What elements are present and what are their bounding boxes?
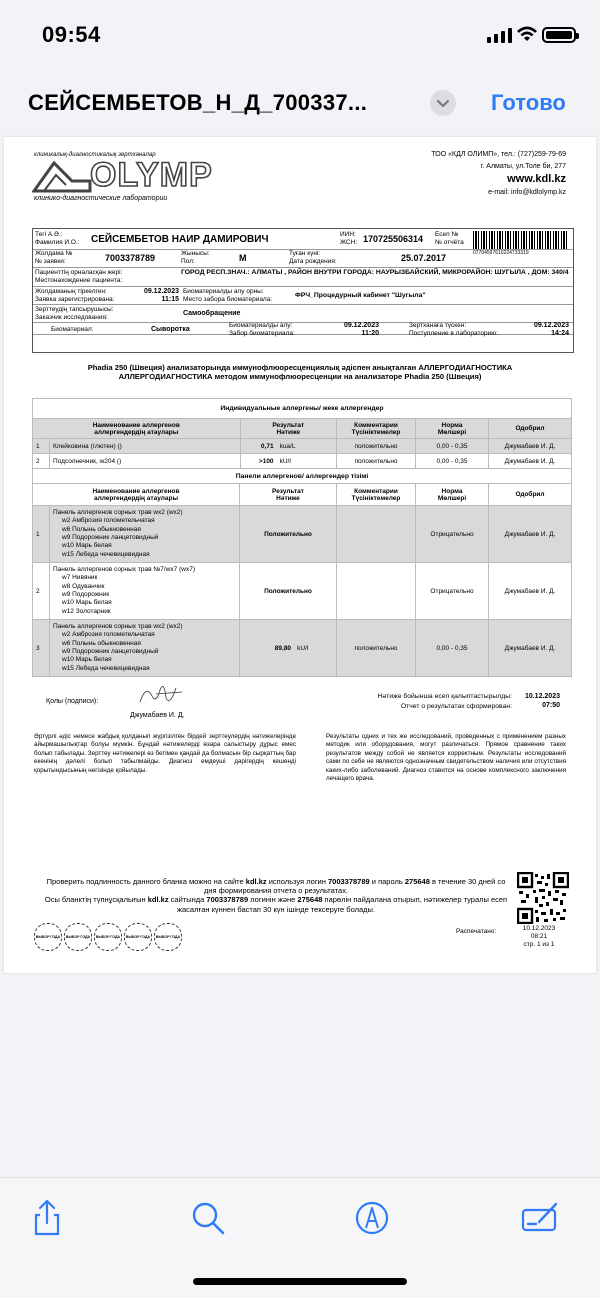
order-label: Жолдама № № заявки: [35, 250, 73, 265]
printed-label: Распечатано: [456, 928, 497, 935]
home-indicator [193, 1278, 407, 1285]
formed-datetime: 10.12.2023 07:50 [524, 693, 560, 709]
table-row: 3 Панель аллергенов сорных трав wx2 (wx2) w2 Амброзия голометельчатая w6 Полынь обыкновенная w9 Подорожник ланцетовидный w10 Марь белая w15 Лебеда чечевицевидная 89,80 kU/l положительно 0,00 - 0,35 Джумабаев И. Д. [33, 620, 572, 677]
patient-info-grid [32, 228, 574, 353]
signature-button[interactable] [520, 1198, 560, 1238]
registered-datetime: 09.12.2023 11:15 [143, 288, 179, 303]
location-label: Пациенттің орналасқан жері: Местонахождение пациента: [35, 269, 123, 284]
biomaterial-label: Биоматериал: [51, 326, 94, 333]
printed-datetime: 10.12.2023 08:21 стр. 1 из 1 [522, 925, 556, 948]
method-title: Phadia 250 (Швеция) анализаторында иммунофлюоресценциялық әдіспен анықталған АЛЛЕРГОДИАГНОСТИКА АЛЛЕРГОДИАГНОСТИКА методом иммунофлюоресценции на анализаторе Phadia 250 (Швеция) [87, 363, 513, 381]
search-icon [188, 1198, 228, 1238]
collection-place: ФРЧ_Процедурный кабинет "Шугыла" [295, 292, 426, 299]
status-bar [0, 0, 600, 70]
signer-name: Джумабаев И. Д. [130, 712, 185, 719]
cellular-signal-icon [487, 28, 512, 43]
company-block [431, 151, 566, 197]
table-header-row: Наименование аллергенов аллергендердің атаулары Результат Нәтиже Комментарии Түсініктемелер Норма Мөлшері Одобрил [33, 419, 572, 439]
individual-header: Индивидуальные аллергены/ жеке аллергендер [33, 399, 572, 419]
registered-label: Жолдаманың тіркелген: Заявка зарегистрирована: [35, 288, 115, 303]
sex-label: Жынысы: Пол: [181, 250, 210, 265]
document-page [4, 137, 596, 973]
customer-label: Зерттеудің тапсырушысы: Заказчик исследования: [35, 306, 114, 321]
document-title[interactable]: СЕЙСЕМБЕТОВ_Н_Д_700337... [28, 90, 368, 115]
collected-datetime: 09.12.2023 11:20 [343, 322, 379, 337]
table-header-row: Наименование аллергенов аллергендердің атаулары Результат Нәтиже Комментарии Түсініктемелер Норма Мөлшері Одобрил [33, 484, 572, 506]
received-label: Зертханаға түскен: Поступление в лабораторию: [409, 322, 498, 337]
markup-icon [352, 1198, 392, 1238]
patient-iin: 170725506314 [363, 234, 424, 244]
markup-button[interactable] [352, 1198, 392, 1238]
award-badge-icon: ВЫБОР ГОДА [34, 923, 62, 951]
place-label: Биоматериалды алу орны: Место забора биоматериала: [183, 288, 273, 303]
award-badge-icon: ВЫБОР ГОДА [64, 923, 92, 951]
company-email: e-mail: info@kdlolymp.kz [488, 189, 566, 196]
wifi-icon [516, 25, 538, 43]
patient-location: ГОРОД РЕСП.ЗНАЧ.: АЛМАТЫ , РАЙОН ВНУТРИ ГОРОДА: НАУРЫЗБАЙСКИЙ, МИКРОРАЙОН: ШУГЫЛА , ДОМ: 340/4 [181, 269, 569, 276]
barcode-text: 07704597610224733319 [473, 250, 529, 256]
patient-sex: М [239, 253, 247, 263]
panels-table [32, 468, 572, 677]
table-row: 1 Панель аллергенов сорных трав wx2 (wx2) w2 Амброзия голометельчатая w6 Полынь обыкновенная w9 Подорожник ланцетовидный w10 Марь белая w15 Лебеда чечевицевидная Положительно Отрицательно Джумабаев И. Д. [33, 506, 572, 563]
verification-text: Проверить подлинность данного бланка можно на сайте kdl.kz используя логин 7003378789 и пароль 275648 в течение 30 дней со дня формирования отчета о результатах. Осы бланктің түпнұсқалығын kdl.kz сайтында 7003378789 логинін және 275648 парөлін пайдалана отырып, нәтижелер туралы есеп жасалған күннен бастап 30 күн ішінде тексеруге болады. [44, 877, 508, 914]
logo-mountain-icon [32, 159, 92, 193]
award-badge-icon: ВЫБОР ГОДА [94, 923, 122, 951]
collected-label: Биоматериалды алу: Забор биоматериала: [229, 322, 295, 337]
table-row: 2 Панель аллергенов сорных трав №7/wx7 (wx7) w7 Нивяник w8 Одуванчик w9 Подорожник w10 Марь белая w12 Золотарник Положительно Отрицательно Джумабаев И. Д. [33, 563, 572, 620]
title-menu-button[interactable] [430, 90, 456, 116]
patient-name: СЕЙСЕМБЕТОВ НАИР ДАМИРОВИЧ [91, 234, 269, 245]
share-button[interactable] [27, 1198, 67, 1238]
award-badge-icon: ВЫБОР ГОДА [154, 923, 182, 951]
iin-label: ИИН: ЖСН: [340, 231, 358, 246]
logo-top-text: клиникалық-диагностикалық зертханалар [34, 152, 156, 158]
table-row: 1 Клейковина (глютен) () 0,71 kua/L положительно 0,00 - 0,35 Джумабаев И. Д. [33, 439, 572, 454]
share-icon [27, 1198, 67, 1238]
company-phone: ТОО «КДЛ ОЛИМП», тел.: (727)259-79-69 [431, 151, 566, 158]
company-site: www.kdl.kz [507, 173, 566, 185]
patient-dob: 25.07.2017 [401, 253, 447, 263]
signature-icon [520, 1198, 560, 1238]
signature-scribble [136, 682, 186, 708]
table-row: 2 Подсолнечник, w204 () >100 kU/l положительно 0,00 - 0,35 Джумабаев И. Д. [33, 454, 572, 469]
disclaimer-kz: Әртүрлі әдіс немесе жабдық қолданып жүргізілген бірдей зерттеулердің нәтижелерінде айырмашылықтар болуы мүмкін. Бұндай нәтижелерді өзара салыстыру дұрыс емес болып табылады. Зерттеу нәтижелері өз бетімен қандай да болмасын бір сырқаттың бар екенінің дәлелі болып табылмайды. Диагноз емдеуші дәрігердің кешенді қорытындысының негізінде қойылады. [34, 733, 296, 774]
award-badges [34, 923, 182, 951]
disclaimer-ru: Результаты одних и тех же исследований, проведенных с применением разных методик или оборудования, могут различаться. Прямое сравнение таких результатов между собой не является корректным. Результаты исследований сами по себе не являются однозначным свидетельством наличия или отсутствия каких-либо заболеваний. Диагноз ставится на основе комплексного заключения лечащего врача. [326, 733, 566, 783]
dob-label: Туған күні: Дата рождения: [289, 250, 337, 265]
order-number: 7003378789 [105, 253, 156, 263]
logo-brand: OLYMP [90, 156, 213, 194]
customer-value: Самообращение [183, 310, 241, 317]
biomaterial-value: Сыворотка [151, 326, 190, 333]
report-label: Есеп № № отчёта [435, 231, 464, 246]
done-button[interactable]: Готово [491, 90, 566, 115]
logo-bottom-text: клинико-диагностические лаборатории [34, 195, 168, 202]
barcode [473, 231, 569, 249]
search-button[interactable] [188, 1198, 228, 1238]
formed-label: Нәтиже бойынша есеп қалыптастырылды: Отчет о результатах сформирован: [377, 693, 512, 710]
signature-label: Қолы (подписи): [46, 698, 99, 705]
battery-icon [542, 27, 576, 43]
received-datetime: 09.12.2023 14:24 [533, 322, 569, 337]
company-address: г. Алматы, ул.Толе би, 277 [480, 163, 566, 170]
status-time: 09:54 [42, 22, 101, 47]
individual-allergens-table [32, 398, 572, 469]
nav-bar [0, 70, 600, 132]
surname-label: Тегі А.Ә.: Фамилия И.О.: [35, 231, 80, 246]
award-badge-icon: ВЫБОР ГОДА [124, 923, 152, 951]
panels-header: Панели аллергенов/ аллергендер тізімі [33, 469, 572, 484]
chevron-down-icon [430, 90, 456, 116]
qr-code [517, 872, 569, 924]
